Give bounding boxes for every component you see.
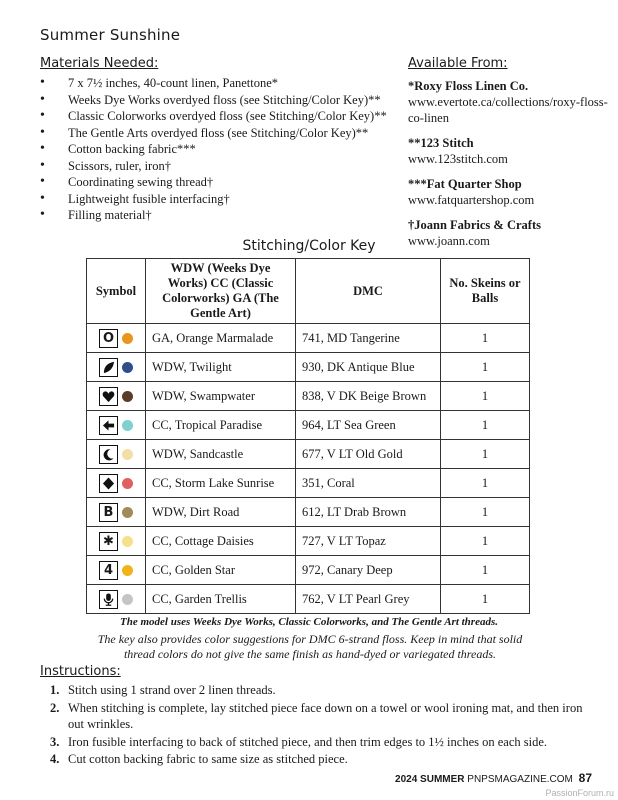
- symbol-wrap: [87, 387, 145, 406]
- symbol-wrap: [87, 329, 145, 348]
- leaf-icon: [99, 358, 118, 377]
- color-swatch: [122, 449, 133, 460]
- instructions-heading: Instructions:: [40, 664, 121, 679]
- page-footer: [395, 771, 592, 785]
- header-symbol: Symbol: [87, 259, 146, 324]
- dmc-cell: 972, Canary Deep: [296, 556, 441, 585]
- symbol-wrap: [87, 590, 145, 609]
- symbol-wrap: [87, 561, 145, 580]
- symbol-wrap: [87, 503, 145, 522]
- step-text: Stitch using 1 strand over 2 linen threads.: [68, 683, 276, 697]
- floss-cell: WDW, Twilight: [146, 353, 296, 382]
- floss-cell: CC, Storm Lake Sunrise: [146, 469, 296, 498]
- step-number: 2.: [50, 700, 60, 715]
- color-swatch: [122, 362, 133, 373]
- floss-cell: CC, Cottage Daisies: [146, 527, 296, 556]
- skeins-cell: 1: [441, 411, 530, 440]
- table-row: [87, 498, 530, 527]
- material-item: • Lightweight fusible interfacing†: [40, 191, 410, 208]
- step-text: Cut cotton backing fabric to same size as stitched piece.: [68, 752, 348, 766]
- dmc-cell: 727, V LT Topaz: [296, 527, 441, 556]
- floss-cell: WDW, Sandcastle: [146, 440, 296, 469]
- table-row: [87, 556, 530, 585]
- color-swatch: [122, 478, 133, 489]
- material-item: • The Gentle Arts overdyed floss (see Stitching/Color Key)**: [40, 125, 410, 142]
- color-swatch: [122, 420, 133, 431]
- skeins-cell: 1: [441, 440, 530, 469]
- vendor-url: www.123stitch.com: [408, 152, 508, 166]
- floss-cell: CC, Tropical Paradise: [146, 411, 296, 440]
- symbol-wrap: [87, 445, 145, 464]
- microphone-icon: [99, 590, 118, 609]
- skeins-cell: 1: [441, 353, 530, 382]
- material-item: • Filling material†: [40, 207, 410, 224]
- skeins-cell: 1: [441, 556, 530, 585]
- table-row: [87, 585, 530, 614]
- skeins-cell: 1: [441, 498, 530, 527]
- instruction-step: [40, 734, 592, 751]
- dmc-cell: 612, LT Drab Brown: [296, 498, 441, 527]
- symbol-cell: [87, 411, 146, 440]
- dmc-cell: 964, LT Sea Green: [296, 411, 441, 440]
- vendor-name: ***Fat Quarter Shop: [408, 177, 522, 191]
- step-text: When stitching is complete, lay stitched piece face down on a towel or wool ironing mat, and then iron out wrinkles.: [68, 700, 583, 731]
- floss-cell: CC, Garden Trellis: [146, 585, 296, 614]
- table-row: [87, 527, 530, 556]
- table-header-row: [87, 259, 530, 324]
- dmc-cell: 762, V LT Pearl Grey: [296, 585, 441, 614]
- arrow-left-icon: [99, 416, 118, 435]
- vendor-url: www.fatquartershop.com: [408, 193, 535, 207]
- material-item: • Cotton backing fabric***: [40, 141, 410, 158]
- vendor-name: **123 Stitch: [408, 136, 474, 150]
- vendor-url: www.joann.com: [408, 234, 490, 248]
- color-swatch: [122, 536, 133, 547]
- symbol-cell: [87, 353, 146, 382]
- color-swatch: [122, 565, 133, 576]
- color-swatch: [122, 594, 133, 605]
- footer-site: PNPSMAGAZINE.COM: [467, 774, 573, 785]
- symbol-wrap: [87, 358, 145, 377]
- vendor-list: [408, 78, 608, 258]
- symbol-wrap: [87, 416, 145, 435]
- table-row: [87, 440, 530, 469]
- step-text: Iron fusible interfacing to back of stitched piece, and then trim edges to 1½ inches on each side.: [68, 734, 548, 749]
- symbol-cell: [87, 527, 146, 556]
- watermark: PassionForum.ru: [545, 788, 614, 798]
- header-dmc: DMC: [296, 259, 441, 324]
- step-number: 3.: [50, 734, 60, 749]
- material-item: • 7 x 7½ inches, 40-count linen, Panettone*: [40, 75, 410, 92]
- model-footnote: The model uses Weeks Dye Works, Classic Colorworks, and The Gentle Art threads.: [120, 616, 498, 628]
- material-item: • Weeks Dye Works overdyed floss (see Stitching/Color Key)**: [40, 92, 410, 109]
- vendor: [408, 176, 608, 208]
- symbol-cell: [87, 469, 146, 498]
- instruction-step: [40, 751, 592, 768]
- symbol-cell: [87, 585, 146, 614]
- heart-icon: [99, 387, 118, 406]
- dmc-cell: 930, DK Antique Blue: [296, 353, 441, 382]
- vendor: [408, 135, 608, 167]
- header-floss: [146, 259, 296, 324]
- symbol-cell: [87, 324, 146, 353]
- step-number: 4.: [50, 752, 60, 766]
- color-key-heading: Stitching/Color Key: [242, 238, 376, 254]
- symbol-cell: [87, 556, 146, 585]
- instructions-list: [40, 682, 592, 769]
- color-swatch: [122, 391, 133, 402]
- color-key-table: [86, 258, 530, 614]
- table-row: [87, 324, 530, 353]
- page-title: Summer Sunshine: [40, 26, 181, 44]
- skeins-cell: 1: [441, 527, 530, 556]
- instruction-step: [40, 700, 592, 733]
- color-swatch: [122, 507, 133, 518]
- header-skeins: No. Skeins or Balls: [441, 259, 530, 324]
- symbol-wrap: [87, 532, 145, 551]
- step-number: 1.: [50, 683, 60, 697]
- floss-cell: CC, Golden Star: [146, 556, 296, 585]
- material-item: • Scissors, ruler, iron†: [40, 158, 410, 175]
- materials-heading: Materials Needed:: [40, 56, 159, 71]
- vendor-name: †Joann Fabrics & Crafts: [408, 218, 541, 232]
- material-item: • Coordinating sewing thread†: [40, 174, 410, 191]
- crescent-moon-icon: [99, 445, 118, 464]
- materials-list: [40, 75, 410, 224]
- symbol-cell: [87, 440, 146, 469]
- skeins-cell: 1: [441, 585, 530, 614]
- symbol-cell: [87, 498, 146, 527]
- dmc-cell: 677, V LT Old Gold: [296, 440, 441, 469]
- instruction-step: [40, 682, 592, 699]
- material-item: • Classic Colorworks overdyed floss (see Stitching/Color Key)**: [40, 108, 410, 125]
- number-4-icon: 4: [99, 561, 118, 580]
- available-from-heading: Available From:: [408, 56, 508, 71]
- table-row: [87, 382, 530, 411]
- dmc-cell: 838, V DK Beige Brown: [296, 382, 441, 411]
- floss-cell: GA, Orange Marmalade: [146, 324, 296, 353]
- table-row: [87, 353, 530, 382]
- floss-cell: WDW, Dirt Road: [146, 498, 296, 527]
- page-number: 87: [578, 771, 592, 785]
- header-floss-text: WDW (Weeks Dye Works) CC (Classic Colorworks) GA (The Gentle Art): [162, 261, 279, 320]
- vendor-name: *Roxy Floss Linen Co.: [408, 79, 529, 93]
- table-row: [87, 469, 530, 498]
- letter-b-icon: B: [99, 503, 118, 522]
- asterisk-icon: ✱: [99, 532, 118, 551]
- dmc-cell: 351, Coral: [296, 469, 441, 498]
- circle-outline-icon: O: [99, 329, 118, 348]
- table-row: [87, 411, 530, 440]
- footer-issue: 2024 SUMMER: [395, 774, 465, 785]
- symbol-cell: [87, 382, 146, 411]
- diamond-icon: [99, 474, 118, 493]
- vendor: [408, 78, 608, 126]
- symbol-wrap: [87, 474, 145, 493]
- color-swatch: [122, 333, 133, 344]
- floss-cell: WDW, Swampwater: [146, 382, 296, 411]
- vendor-url: www.evertote.ca/collections/roxy-floss-co-linen: [408, 95, 608, 125]
- skeins-cell: 1: [441, 382, 530, 411]
- color-key-body: [87, 324, 530, 614]
- skeins-cell: 1: [441, 324, 530, 353]
- skeins-cell: 1: [441, 469, 530, 498]
- dmc-cell: 741, MD Tangerine: [296, 324, 441, 353]
- dmc-footnote: The key also provides color suggestions for DMC 6-strand floss. Keep in mind that solid thread colors do not give the same finish as hand-dyed or variegated threads.: [97, 632, 523, 661]
